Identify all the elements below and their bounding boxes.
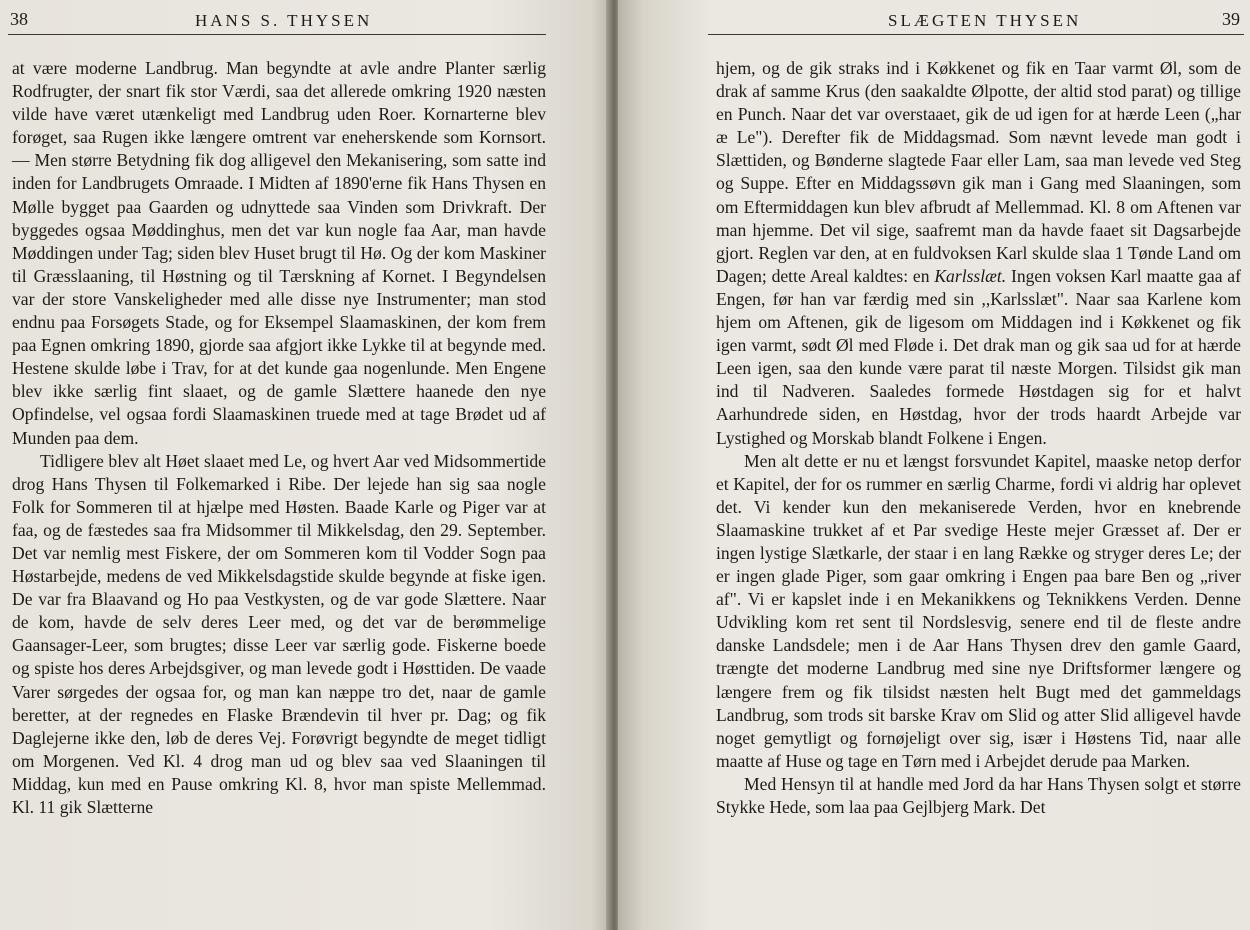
left-page-number: 38 — [10, 9, 28, 29]
left-running-head: HANS S. THYSEN — [195, 11, 373, 30]
left-paragraph-2: Tidligere blev alt Høet slaaet med Le, og hvert Aar ved Midsommertide drog Hans Thysen til Folkemarked i Ribe. Der lejede han sig saa nogle Folk for Sommeren til at hjælpe med Høsten. Baade Karle og Piger var at faa, og de fæstedes saa fra Midsommer til Mikkelsdag, den 29. September. Det var nemlig mest Fiskere, der om Sommeren kom til Vodder Sogn paa Høstarbejde, medens de ved Mikkelsdagstide skulde begynde at fiske igen. De var fra Blaavand og Ho paa Vestkysten, og de var gode Slættere. Naar de kom, havde de selv deres Leer med, og det var de berømmelige Gaansager-Leer, som brugtes; disse Leer var særlig gode. Fiskerne boede og spiste hos deres Arbejdsgiver, og man levede godt i Høsttiden. De vaade Varer sørgedes der ogsaa for, og man kan næppe tro det, naar de gamle beretter, at der regnedes en Flaske Brændevin til hver pr. Dag; og fik Daglejerne ikke den, løb de deres Vej. Forøvrigt begyndte de meget tidligt om Morgenen. Ved Kl. 4 drog man ud og blev saa ved Slaaningen til Middag, kun med en Pause omkring Kl. 8, hvor man spiste Mellemmad. Kl. 11 gik Slætterne — [12, 450, 546, 817]
right-paragraph-1 — [716, 57, 1241, 450]
left-header-rule — [8, 34, 546, 35]
right-paragraph-3: Med Hensyn til at handle med Jord da har Hans Thysen solgt et større Stykke Hede, som laa paa Gejlbjerg Mark. Det — [716, 773, 1241, 817]
right-running-head: SLÆGTEN THYSEN — [888, 11, 1082, 30]
right-paragraph-1-start: hjem, og de gik straks ind i Køkkenet og fik en Taar varmt Øl, som de drak af samme Krus (den saakaldte Ølpotte, der altid stod parat) og tillige en Punch. Naar det var overstaaet, gik de ud igen for at hærde Leen („har æ Le"). Derefter fik de Middagsmad. Som nævnt levede man godt i Slættiden, og Bønderne slagtede Faar eller Lam, saa man levede ved Steg og Suppe. Efter en Middagssøvn gik man i Gang med Slaaningen, som om Eftermiddagen kun blev afbrudt af Mellemmad. Kl. 8 om Aftenen var man hjemme. Det vil sige, saafremt man da havde faaet sit Dagsarbejde gjort. Reglen var den, at en fuldvoksen Karl skulde slaa 1 Tønde Land om Dagen; dette Areal kaldtes: en — [716, 58, 1241, 286]
karlsslaet-term: Karlsslæt. — [934, 265, 1007, 286]
right-header-rule — [708, 34, 1244, 35]
right-paragraph-2: Men alt dette er nu et længst forsvundet Kapitel, maaske netop derfor et Kapitel, der for os rummer en særlig Charme, fordi vi aldrig har oplevet det. Vi kender kun den mekaniserede Verden, hvor en knebrende Slaamaskine trukket af et Par svedige Heste mejer Græsset af. Der er ingen lystige Slætkarle, der staar i en lang Række og stryger deres Le; der er ingen glade Piger, som gaar omkring i Engen paa bare Ben og „river af". Vi er kapslet inde i en Mekanikkens og Teknikkens Verden. Denne Udvikling kom ret sent til Nordslesvig, senere end til de fleste andre danske Landsdele; men i de Aar Hans Thysen drev den gamle Gaard, trængte det moderne Landbrug med sine nye Driftsformer længere og længere frem og fik tilsidst næsten helt Bugt med det gammeldags Landbrug, som trods sit barske Krav om Slid og atter Slid alligevel havde noget gemytligt og fornøjeligt over sig, især i Høstens Tid, naar alle maatte af Huse og tage en Tørn med i Arbejdet derude paa Marken. — [716, 450, 1241, 771]
right-paragraph-1-end: Ingen voksen Karl maatte gaa af Engen, før han var færdig med sin ,,Karlsslæt". Naar saa Karlene kom hjem om Aftenen, gik de ligesom om Middagen ind i Køkkenet og fik igen varmt, sødt Øl med Fløde i. Det drak man og gik saa ud for at hærde Leen igen, saa den kunde være parat til næste Morgen. Tilsidst gik man ind til Nadveren. Saaledes formede Høstdagen sig for et halvt Aarhundrede siden, en Høstdag, hvor der trods haardt Arbejde var Lystighed og Morskab blandt Folkene i Engen. — [716, 265, 1241, 448]
right-page-body — [716, 57, 1241, 819]
right-page-number: 39 — [1222, 9, 1240, 29]
left-paragraph-1: at være moderne Landbrug. Man begyndte at avle andre Planter særlig Rodfrugter, der snart fik stor Værdi, saa det allerede omkring 1920 næsten vilde have været utænkeligt med Landbrug uden Roer. Kornarterne blev forøget, saa Rugen ikke længere omtrent var eneherskende som Kornsort. — Men større Betydning fik dog alligevel den Mekanisering, som satte ind inden for Landbrugets Omraade. I Midten af 1890'erne fik Hans Thysen en Mølle bygget paa Gaarden og udnyttede saa Vinden som Drivkraft. Der byggedes ogsaa Møddinghus, men det var kun nogle faa Aar, man havde Møddingen under Tag; siden blev Huset brugt til Hø. Og der kom Maskiner til Græsslaaning, til Høstning og til Tærskning af Kornet. I Begyndelsen var der store Vanskeligheder med alle disse nye Instrumenter; man stod endnu paa Forsøgets Stade, og for Eksempel Slaamaskinen, der kom frem paa Egnen omkring 1890, gjorde saa afgjort ikke Lykke til at begynde med. Hestene skulde løbe i Trav, for at det kunde gaa nogenlunde. Men Engene blev ikke særlig fint slaaet, og de gamle Slættere haanede den nye Opfindelse, vel ogsaa fordi Slaamaskinen truede med at tage Brødet ud af Munden paa dem. — [12, 58, 546, 448]
left-page-header — [10, 9, 600, 33]
right-page — [618, 0, 1250, 930]
left-page-body — [12, 57, 546, 819]
right-page-header — [628, 9, 1240, 33]
left-page — [0, 0, 610, 930]
